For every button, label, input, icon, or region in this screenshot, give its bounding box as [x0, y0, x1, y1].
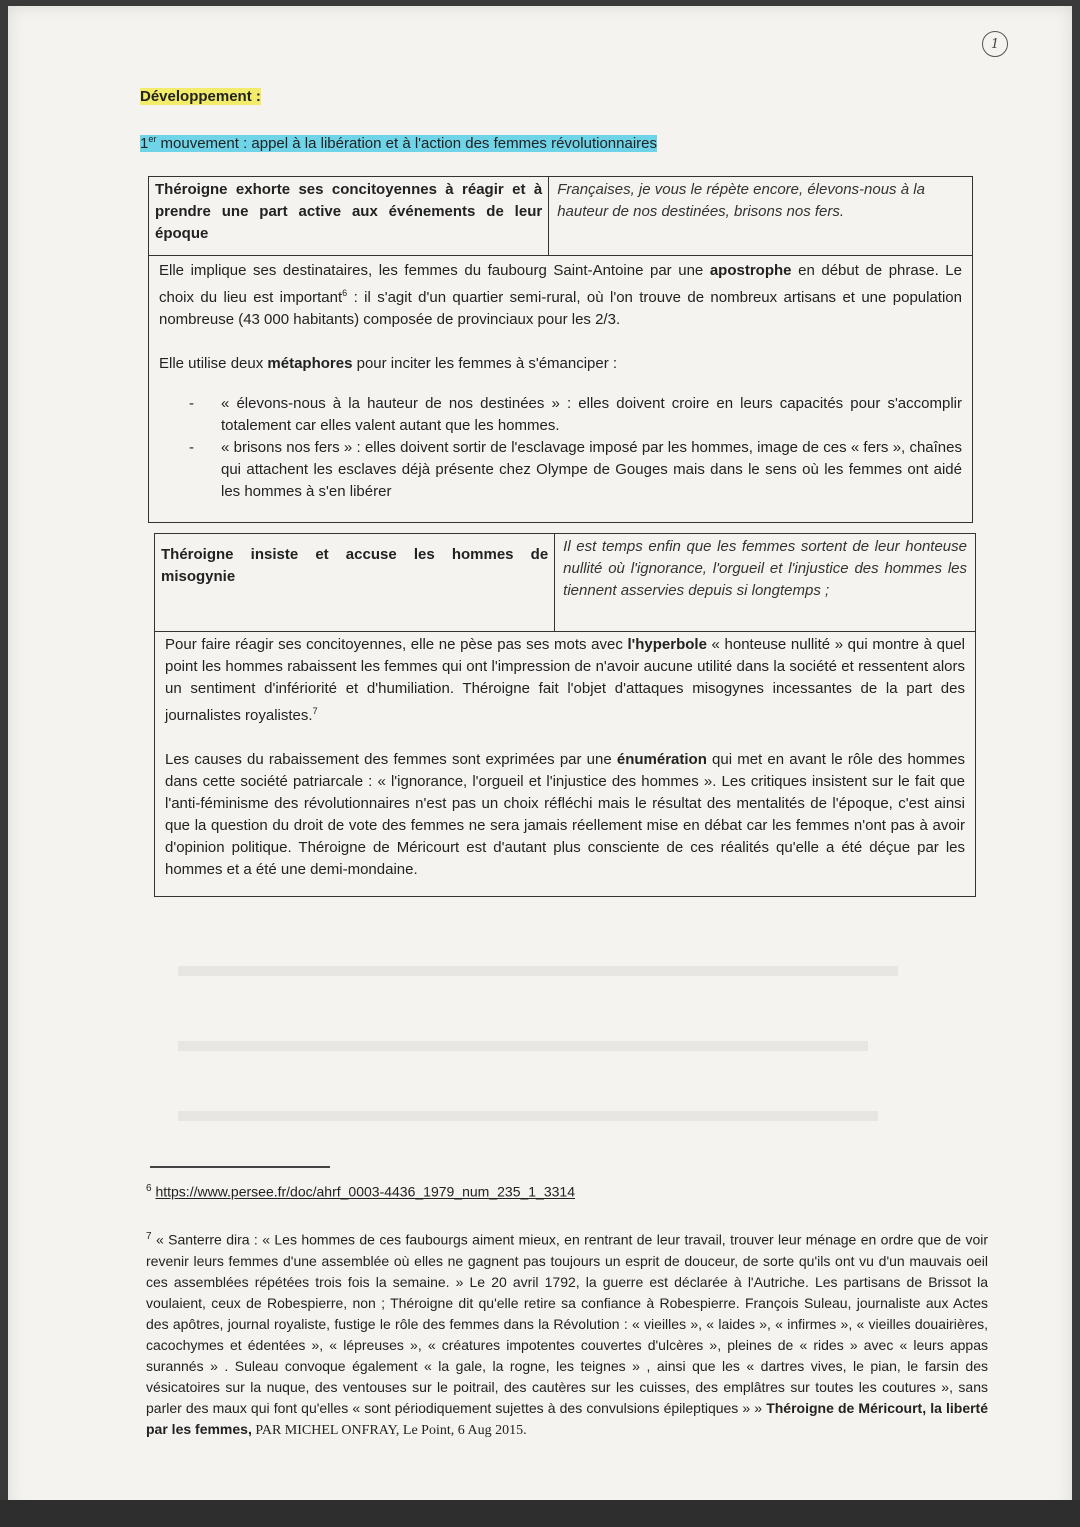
block1-p2-text-c: pour inciter les femmes à s'émanciper : — [352, 355, 618, 372]
block2-p2-text-a: Les causes du rabaissement des femmes sont exprimées par une — [165, 751, 617, 768]
page-number: 1 — [982, 31, 1008, 57]
block2-p1-keyword: l'hyperbole — [627, 636, 707, 653]
block1-p1-text-c: en début de phrase. Le choix du lieu est important — [159, 262, 962, 306]
show-through — [178, 1111, 878, 1121]
block2-idea: Théroigne insiste et accuse les hommes de misogynie — [155, 534, 555, 631]
show-through — [178, 1041, 868, 1051]
block2-p2-text-c: qui met en avant le rôle des hommes dans cette société patriarcale : « l'ignorance, l'orgueil et l'injustice des hommes ». Les critiques insistent sur le fait que l'anti-féminisme des révolutionnaires n'est pas un choix réfléchi mais le résultat des mentalités de l'époque, c'est ainsi que la question du droit de vote des femmes ne sera jamais réellement mise en débat car les femmes n'ont pas à avoir d'opinion politique. Théroigne de Méricourt est d'autant plus consciente de ces réalités qu'elle a été déçue par les hommes et a été une demi-mondaine. — [165, 751, 965, 878]
block1-p1-text-a: Elle implique ses destinataires, les femmes du faubourg Saint-Antoine par une — [159, 262, 710, 279]
movement-ordinal-sup: er — [148, 134, 157, 144]
block2-quote: Il est temps enfin que les femmes sortent de leur honteuse nullité où l'ignorance, l'orgueil et l'injustice des hommes les tiennent asservies depuis si longtemps ; — [563, 538, 967, 599]
block2-paragraph-2 — [165, 749, 965, 881]
footnote-7 — [146, 1226, 988, 1441]
list-item: - « élevons-nous à la hauteur de nos destinées » : elles doivent croire en leurs capacités pour s'accomplir totalement car elles valent autant que les hommes. — [159, 393, 962, 437]
block1-p2-keyword: métaphores — [267, 355, 353, 372]
list-item: - « brisons nos fers » : elles doivent sortir de l'esclavage imposé par les hommes, image de ces « fers », chaînes qui attachent les esclaves déjà présente chez Olympe de Gouges mais dans le sens où les femmes ont aidé les hommes à s'en libérer — [159, 437, 962, 503]
footnote-6-number: 6 — [146, 1183, 152, 1194]
block2-header — [154, 533, 976, 632]
block1-analysis — [148, 255, 973, 523]
footnote-7-title: Théroigne de Méricourt, la liberté par les femmes, — [146, 1399, 989, 1437]
document-page — [8, 6, 1072, 1516]
block1-p1-keyword: apostrophe — [709, 262, 792, 279]
footnote-ref-7[interactable]: 7 — [312, 706, 318, 716]
block1-paragraph-2 — [159, 353, 962, 375]
show-through — [178, 966, 898, 976]
movement-title — [140, 134, 657, 152]
block1-p2-text-a: Elle utilise deux — [159, 355, 268, 372]
movement-title-text: mouvement : appel à la libération et à l'action des femmes révolutionnaires — [156, 135, 657, 152]
block1-idea: Théroigne exhorte ses concitoyennes à réagir et à prendre une part active aux événements de leur époque — [149, 177, 549, 255]
movement-ordinal: 1 — [140, 135, 149, 152]
block1-paragraph-1 — [159, 260, 962, 331]
block2-p2-keyword: énumération — [616, 751, 707, 768]
block2-p1-text-c: « honteuse nullité » qui montre à quel point les hommes rabaissent les femmes qui ont l'impression de n'avoir aucune utilité dans la société et ressentent alors un sentiment d'infériorité et d'humiliation. Théroigne fait l'objet d'attaques misogynes incessantes de la part des journalistes royalistes. — [165, 636, 965, 724]
footnote-ref-6[interactable]: 6 — [342, 288, 348, 298]
metaphor-list — [159, 393, 962, 503]
block1-header — [148, 176, 973, 256]
section-heading — [140, 88, 261, 105]
movement-title-highlight — [140, 135, 657, 152]
footnote-7-text: « Santerre dira : « Les hommes de ces faubourgs aiment mieux, en rentrant de leur travail, trouver leur ménage en ordre que de voir revenir leurs femmes d'une assemblée où elles ne gagnent pas toujours un esprit de douceur, de sorte qu'ils ont vu d'un mauvais oeil ces assemblées répétées trois fois la semaine. » Le 20 avril 1792, la guerre est déclarée à l'Autriche. Les partisans de Brissot la voulaient, ceux de Robespierre, non ; Théroigne dit qu'elle retire sa confiance à Robespierre. François Suleau, journaliste aux Actes des apôtres, journal royaliste, fustige le rôle des femmes dans la Révolution : « vieilles », « laides », « infirmes », « vieilles douairières, cacochymes et édentées », « lépreuses », « créatures impotentes couvertes d'ulcères », pleines de « rides » avec « leurs appas surannés » . Suleau convoque également « la gale, la rogne, les teignes » , ainsi que les « dartres vives, le pian, le farsin des vésicatoires sur la nuque, des ventouses sur le poitrail, des cautères sur les cuisses, des emplâtres sur toutes les coutures », sans parler des maux qui font qu'elles « sont périodiquement sujettes à des convulsions épileptiques » » — [146, 1231, 989, 1416]
block1-quote: Françaises, je vous le répète encore, élevons-nous à la hauteur de nos destinées, brisons nos fers. — [557, 181, 925, 220]
footnote-separator — [150, 1166, 330, 1168]
footnote-6 — [146, 1178, 986, 1203]
footnote-7-source: PAR MICHEL ONFRAY, Le Point, 6 Aug 2015. — [251, 1422, 527, 1438]
footnote-6-link[interactable]: https://www.persee.fr/doc/ahrf_0003-4436_1979_num_235_1_3314 — [155, 1183, 575, 1200]
block2-p1-text-a: Pour faire réagir ses concitoyennes, elle ne pèse pas ses mots avec — [165, 636, 628, 653]
section-heading-text: Développement : — [140, 88, 261, 105]
footnote-7-number: 7 — [146, 1231, 152, 1242]
block2-paragraph-1 — [165, 634, 965, 727]
block1-p1-text-d: : il s'agit d'un quartier semi-rural, où l'on trouve de nombreux artisans et une population nombreuse (43 000 habitants) composée de provinciaux pour les 2/3. — [159, 289, 962, 328]
scanner-edge — [0, 1500, 1080, 1527]
block2-analysis — [154, 631, 976, 897]
